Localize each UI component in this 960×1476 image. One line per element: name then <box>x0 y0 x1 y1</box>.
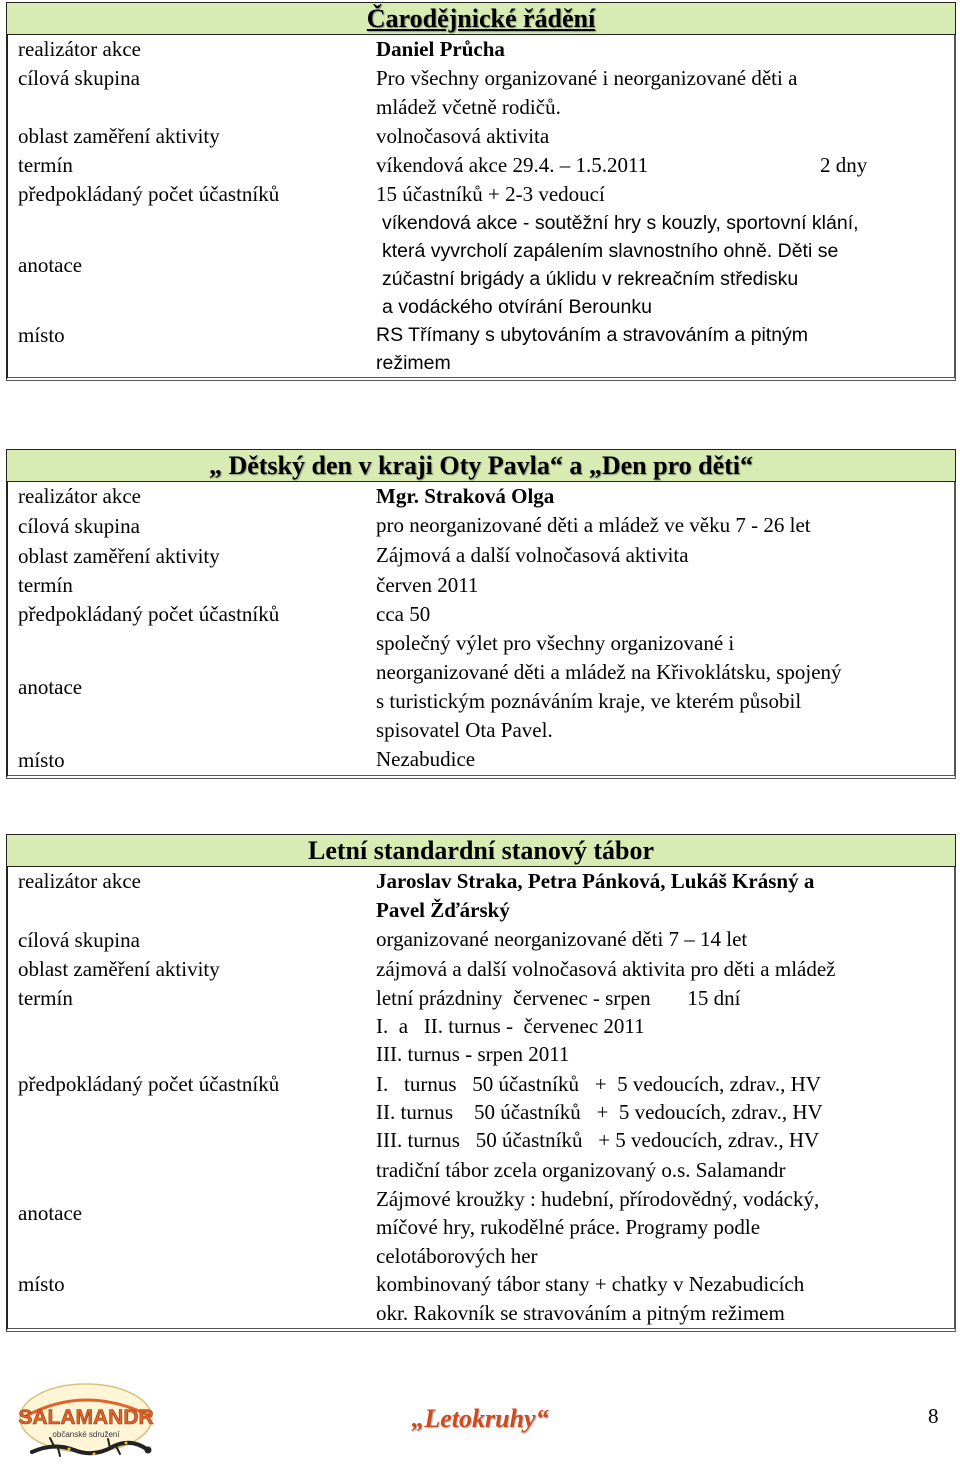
row-termin <box>8 984 954 1070</box>
row-value-line: míčové hry, rukodělné práce. Programy podle <box>376 1215 761 1239</box>
row-value <box>376 209 954 321</box>
row-label: realizátor akce <box>18 484 141 508</box>
row-value-line: I. turnus 50 účastníků + 5 vedoucích, zdrav., HV <box>376 1072 821 1096</box>
row-label: termín <box>18 153 73 177</box>
row-value-line: spisovatel Ota Pavel. <box>376 718 553 742</box>
row-value <box>376 867 954 925</box>
row-value-line: III. turnus 50 účastníků + 5 vedoucích, zdrav., HV <box>376 1128 820 1152</box>
row-value-line: Jaroslav Straka, Petra Pánková, Lukáš Krásný a <box>376 869 815 893</box>
row-value: Mgr. Straková Olga <box>376 484 555 508</box>
row-anotace <box>8 209 954 321</box>
row-value: volnočasová aktivita <box>376 124 550 148</box>
row-label: anotace <box>18 1200 83 1225</box>
row-value-line: společný výlet pro všechny organizované i <box>376 631 735 655</box>
row-label: termín <box>18 573 73 597</box>
row-label: oblast zaměření aktivity <box>18 124 220 148</box>
row-value-line: II. turnus 50 účastníků + 5 vedoucích, zdrav., HV <box>376 1100 823 1124</box>
row-misto <box>8 321 954 377</box>
row-value-extra: 2 dny <box>820 153 868 177</box>
row-value-line: zúčastní brigády a úklidu v rekreačním středisku <box>382 268 799 290</box>
row-pocet <box>8 600 954 629</box>
row-oblast <box>8 122 954 151</box>
row-value-line: mládež včetně rodičů. <box>376 95 561 119</box>
page-footer <box>0 1380 960 1476</box>
row-label: anotace <box>18 674 83 699</box>
row-skupina <box>8 511 954 541</box>
row-value: víkendová akce 29.4. – 1.5.2011 <box>376 153 649 177</box>
row-label: místo <box>18 1272 65 1296</box>
section-body <box>6 35 956 381</box>
row-value-line: Pavel Žďárský <box>376 898 510 922</box>
row-value-line: tradiční tábor zcela organizovaný o.s. Salamandr <box>376 1158 786 1182</box>
row-value-line: a vodáckého otvírání Berounku <box>382 296 652 318</box>
row-label: předpokládaný počet účastníků <box>18 602 280 626</box>
row-value-line: neorganizované děti a mládež na Křivoklátsku, spojený <box>376 660 842 684</box>
row-termin <box>8 571 954 600</box>
row-realizator <box>8 867 954 925</box>
row-label: místo <box>18 747 65 772</box>
row-skupina <box>8 925 954 955</box>
footer-title: „Letokruhy“ <box>411 1404 549 1433</box>
row-value: Zájmová a další volnočasová aktivita <box>376 543 689 567</box>
row-label: termín <box>18 986 73 1010</box>
section-carodejnicke <box>6 2 956 381</box>
row-value-line: víkendová akce - soutěžní hry s kouzly, sportovní klání, <box>382 212 859 234</box>
section-body <box>6 482 956 779</box>
row-value <box>376 64 954 122</box>
section-body <box>6 867 956 1332</box>
row-value: 15 účastníků + 2-3 vedoucí <box>376 182 605 206</box>
row-value-line: celotáborových her <box>376 1243 538 1268</box>
row-value <box>376 1270 954 1328</box>
row-value <box>376 1156 954 1270</box>
section-detsky-den <box>6 449 956 779</box>
row-value <box>376 629 954 745</box>
row-label: realizátor akce <box>18 37 141 61</box>
row-label: předpokládaný počet účastníků <box>18 1072 280 1096</box>
row-value: organizované neorganizované děti 7 – 14 let <box>376 927 748 951</box>
row-value <box>376 1070 954 1156</box>
row-value-line: kombinovaný tábor stany + chatky v Nezabudicích <box>376 1272 805 1296</box>
row-value: zájmová a další volnočasová aktivita pro děti a mládež <box>376 957 836 981</box>
row-value-line: III. turnus - srpen 2011 <box>376 1042 570 1066</box>
row-value: červen 2011 <box>376 573 479 597</box>
row-label: anotace <box>18 252 83 277</box>
row-value-line: Pro všechny organizované i neorganizované děti a <box>376 66 798 90</box>
row-value-line: Zájmové kroužky : hudební, přírodovědný, vodácký, <box>376 1186 820 1211</box>
section-title: Čarodějnické řádění <box>6 2 956 35</box>
row-label: cílová skupina <box>18 66 140 90</box>
row-misto <box>8 1270 954 1328</box>
row-label: oblast zaměření aktivity <box>18 957 220 981</box>
section-title: Letní standardní stanový tábor <box>6 834 956 867</box>
section-title: „ Dětský den v kraji Oty Pavla“ a „Den pro děti“ <box>6 449 956 482</box>
row-oblast <box>8 541 954 571</box>
page-number: 8 <box>928 1404 939 1428</box>
row-value-line: která vyvrcholí zapálením slavnostního ohně. Děti se <box>382 240 839 262</box>
row-label: oblast zaměření aktivity <box>18 543 220 568</box>
row-label: místo <box>18 323 65 347</box>
row-value-line: letní prázdniny červenec - srpen 15 dní <box>376 986 741 1010</box>
row-value-line: RS Třímany s ubytováním a stravováním a pitným <box>376 324 809 346</box>
row-pocet <box>8 180 954 209</box>
row-value-line: režimem <box>376 352 451 374</box>
row-misto <box>8 745 954 775</box>
row-realizator <box>8 35 954 64</box>
row-value: cca 50 <box>376 602 431 626</box>
row-label: cílová skupina <box>18 513 140 538</box>
row-value <box>376 321 954 377</box>
row-skupina <box>8 64 954 122</box>
row-anotace <box>8 1156 954 1270</box>
row-value: Nezabudice <box>376 747 476 771</box>
row-oblast <box>8 955 954 984</box>
row-label: realizátor akce <box>18 869 141 893</box>
row-value-line: I. a II. turnus - červenec 2011 <box>376 1014 645 1038</box>
row-value <box>376 984 954 1070</box>
logo-text: SALAMANDR <box>18 1406 154 1429</box>
section-letni-tabor <box>6 834 956 1332</box>
logo-subtext: občanské sdružení <box>52 1430 120 1439</box>
row-termin <box>8 151 954 180</box>
row-value: pro neorganizované děti a mládež ve věku 7 - 26 let <box>376 513 811 537</box>
row-value-line: s turistickým poznáváním kraje, ve kterém působil <box>376 689 802 713</box>
row-value-line: okr. Rakovník se stravováním a pitným režimem <box>376 1301 785 1325</box>
row-realizator <box>8 482 954 511</box>
row-label: cílová skupina <box>18 927 140 952</box>
row-label: předpokládaný počet účastníků <box>18 182 280 206</box>
row-anotace <box>8 629 954 745</box>
row-pocet <box>8 1070 954 1156</box>
row-value: Daniel Průcha <box>376 37 505 61</box>
